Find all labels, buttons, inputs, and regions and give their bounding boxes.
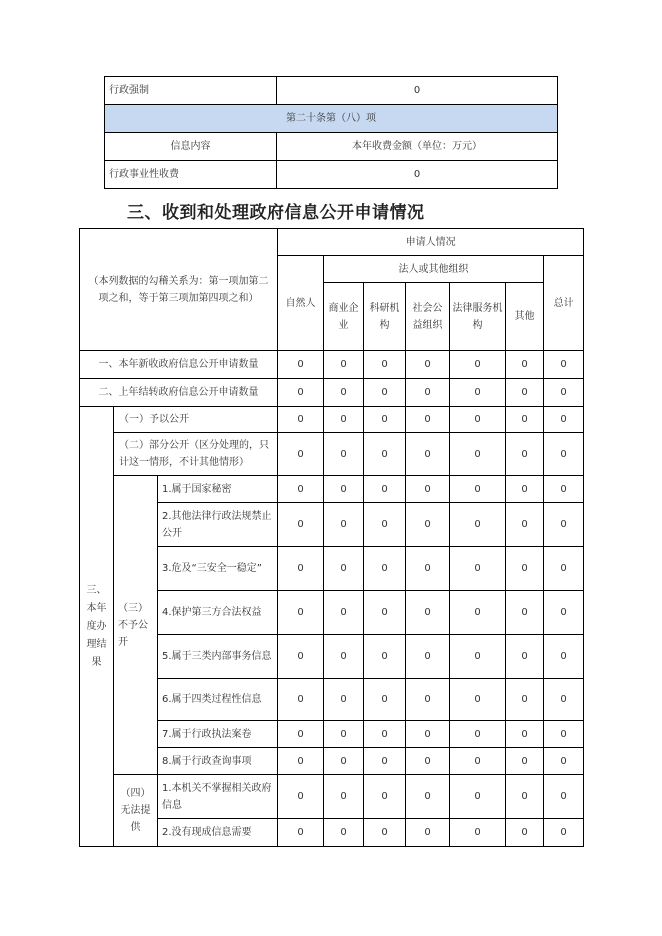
natural-person-header: 自然人 (278, 256, 324, 351)
cell: 0 (364, 591, 406, 635)
applicant-header: 申请人情况 (278, 229, 584, 256)
cell: 0 (278, 775, 324, 819)
legal-service-header: 法律服务机构 (450, 283, 506, 351)
cell: 0 (406, 407, 450, 433)
cell: 0 (324, 407, 364, 433)
cell: 0 (544, 635, 584, 679)
cell: 0 (506, 721, 544, 748)
row-label: 1.本机关不掌握相关政府信息 (158, 775, 278, 819)
cell: 0 (450, 476, 506, 503)
cell: 0 (506, 547, 544, 591)
row-label: 一、本年新收政府信息公开申请数量 (80, 351, 278, 379)
cell: 0 (324, 476, 364, 503)
cell: 0 (450, 635, 506, 679)
cell: 0 (364, 775, 406, 819)
table-header-row (80, 229, 584, 256)
cell: 0 (506, 819, 544, 847)
row-value: 0 (277, 161, 558, 189)
cell: 0 (278, 476, 324, 503)
cell: 0 (364, 379, 406, 407)
cell: 0 (450, 433, 506, 476)
cell: 0 (364, 547, 406, 591)
row-label: 4.保护第三方合法权益 (158, 591, 278, 635)
cell: 0 (406, 679, 450, 721)
cell: 0 (450, 721, 506, 748)
cell: 0 (278, 433, 324, 476)
table-row (80, 433, 584, 476)
cell: 0 (324, 503, 364, 547)
result-group-label: 三、本年度办理结果 (80, 407, 114, 847)
cell: 0 (364, 407, 406, 433)
cell: 0 (278, 679, 324, 721)
cell: 0 (544, 433, 584, 476)
cell: 0 (544, 351, 584, 379)
cell: 0 (450, 679, 506, 721)
cell: 0 (450, 775, 506, 819)
cell: 0 (364, 721, 406, 748)
cell: 0 (544, 748, 584, 775)
section-header-row (105, 105, 558, 133)
cell: 0 (506, 635, 544, 679)
cell: 0 (278, 635, 324, 679)
cell: 0 (406, 775, 450, 819)
row-label: （二）部分公开（区分处理的，只计这一情形，不计其他情形） (114, 433, 278, 476)
cell: 0 (324, 591, 364, 635)
cell: 0 (506, 351, 544, 379)
cell: 0 (324, 547, 364, 591)
cell: 0 (364, 503, 406, 547)
row-label: 二、上年结转政府信息公开申请数量 (80, 379, 278, 407)
table-row (80, 379, 584, 407)
cell: 0 (364, 635, 406, 679)
row-value: 0 (277, 77, 558, 105)
cell: 0 (406, 748, 450, 775)
row-label: 6.属于四类过程性信息 (158, 679, 278, 721)
cell: 0 (406, 591, 450, 635)
cell: 0 (506, 775, 544, 819)
public-welfare-header: 社会公益组织 (406, 283, 450, 351)
cell: 0 (406, 379, 450, 407)
cell: 0 (450, 407, 506, 433)
cell: 0 (506, 679, 544, 721)
cell: 0 (324, 635, 364, 679)
cell: 0 (278, 721, 324, 748)
row-label: 5.属于三类内部事务信息 (158, 635, 278, 679)
cell: 0 (506, 433, 544, 476)
cell: 0 (406, 819, 450, 847)
other-header: 其他 (506, 283, 544, 351)
cell: 0 (450, 351, 506, 379)
research-header: 科研机构 (364, 283, 406, 351)
fee-table (104, 76, 558, 189)
cell: 0 (544, 503, 584, 547)
cell: 0 (278, 503, 324, 547)
row-label: （一）予以公开 (114, 407, 278, 433)
cell: 0 (506, 379, 544, 407)
cell: 0 (544, 547, 584, 591)
cell: 0 (544, 775, 584, 819)
row-label: 行政强制 (105, 77, 277, 105)
table-row (80, 476, 584, 503)
cell: 0 (544, 591, 584, 635)
unable-group-label: （四）无法提供 (114, 775, 158, 847)
cell: 0 (450, 819, 506, 847)
cell: 0 (450, 748, 506, 775)
row-label: 8.属于行政查询事项 (158, 748, 278, 775)
cell: 0 (450, 547, 506, 591)
commercial-header: 商业企业 (324, 283, 364, 351)
cell: 0 (544, 819, 584, 847)
cell: 0 (278, 591, 324, 635)
cell: 0 (544, 407, 584, 433)
section-title: 第二十条第（八）项 (105, 105, 558, 133)
legal-header: 法人或其他组织 (324, 256, 544, 283)
cell: 0 (278, 407, 324, 433)
table-row (80, 407, 584, 433)
cell: 0 (506, 748, 544, 775)
table-row (105, 161, 558, 189)
cell: 0 (544, 679, 584, 721)
application-table (79, 228, 584, 847)
total-header: 总计 (544, 256, 584, 351)
cell: 0 (364, 476, 406, 503)
cell: 0 (278, 379, 324, 407)
cell: 0 (506, 591, 544, 635)
cell: 0 (544, 721, 584, 748)
cell: 0 (506, 503, 544, 547)
cell: 0 (364, 351, 406, 379)
cell: 0 (506, 476, 544, 503)
cell: 0 (324, 775, 364, 819)
cell: 0 (324, 819, 364, 847)
row-label: 行政事业性收费 (105, 161, 277, 189)
row-label: 1.属于国家秘密 (158, 476, 278, 503)
cell: 0 (406, 547, 450, 591)
cell: 0 (406, 433, 450, 476)
cell: 0 (324, 351, 364, 379)
row-label: 2.其他法律行政法规禁止公开 (158, 503, 278, 547)
cell: 0 (406, 503, 450, 547)
cell: 0 (324, 679, 364, 721)
cell: 0 (364, 679, 406, 721)
table-header-row (105, 133, 558, 161)
row-label: 2.没有现成信息需要 (158, 819, 278, 847)
note-cell: （本列数据的勾稽关系为：第一项加第二项之和，等于第三项加第四项之和） (80, 229, 278, 351)
cell: 0 (544, 476, 584, 503)
cell: 0 (278, 819, 324, 847)
cell: 0 (364, 748, 406, 775)
section-heading: 三、收到和处理政府信息公开申请情况 (127, 203, 425, 223)
cell: 0 (406, 635, 450, 679)
table-row (105, 77, 558, 105)
row-label: 7.属于行政执法案卷 (158, 721, 278, 748)
cell: 0 (324, 433, 364, 476)
cell: 0 (278, 547, 324, 591)
cell: 0 (278, 351, 324, 379)
table-row (80, 775, 584, 819)
deny-group-label: （三）不予公开 (114, 476, 158, 775)
cell: 0 (364, 819, 406, 847)
cell: 0 (406, 476, 450, 503)
row-label: 3.危及“三安全一稳定” (158, 547, 278, 591)
cell: 0 (324, 721, 364, 748)
column-header: 信息内容 (105, 133, 277, 161)
column-header: 本年收费金额（单位：万元） (277, 133, 558, 161)
cell: 0 (364, 433, 406, 476)
cell: 0 (506, 407, 544, 433)
cell: 0 (324, 379, 364, 407)
cell: 0 (450, 591, 506, 635)
cell: 0 (450, 379, 506, 407)
cell: 0 (278, 748, 324, 775)
cell: 0 (544, 379, 584, 407)
cell: 0 (406, 351, 450, 379)
cell: 0 (406, 721, 450, 748)
cell: 0 (450, 503, 506, 547)
cell: 0 (324, 748, 364, 775)
table-row (80, 351, 584, 379)
